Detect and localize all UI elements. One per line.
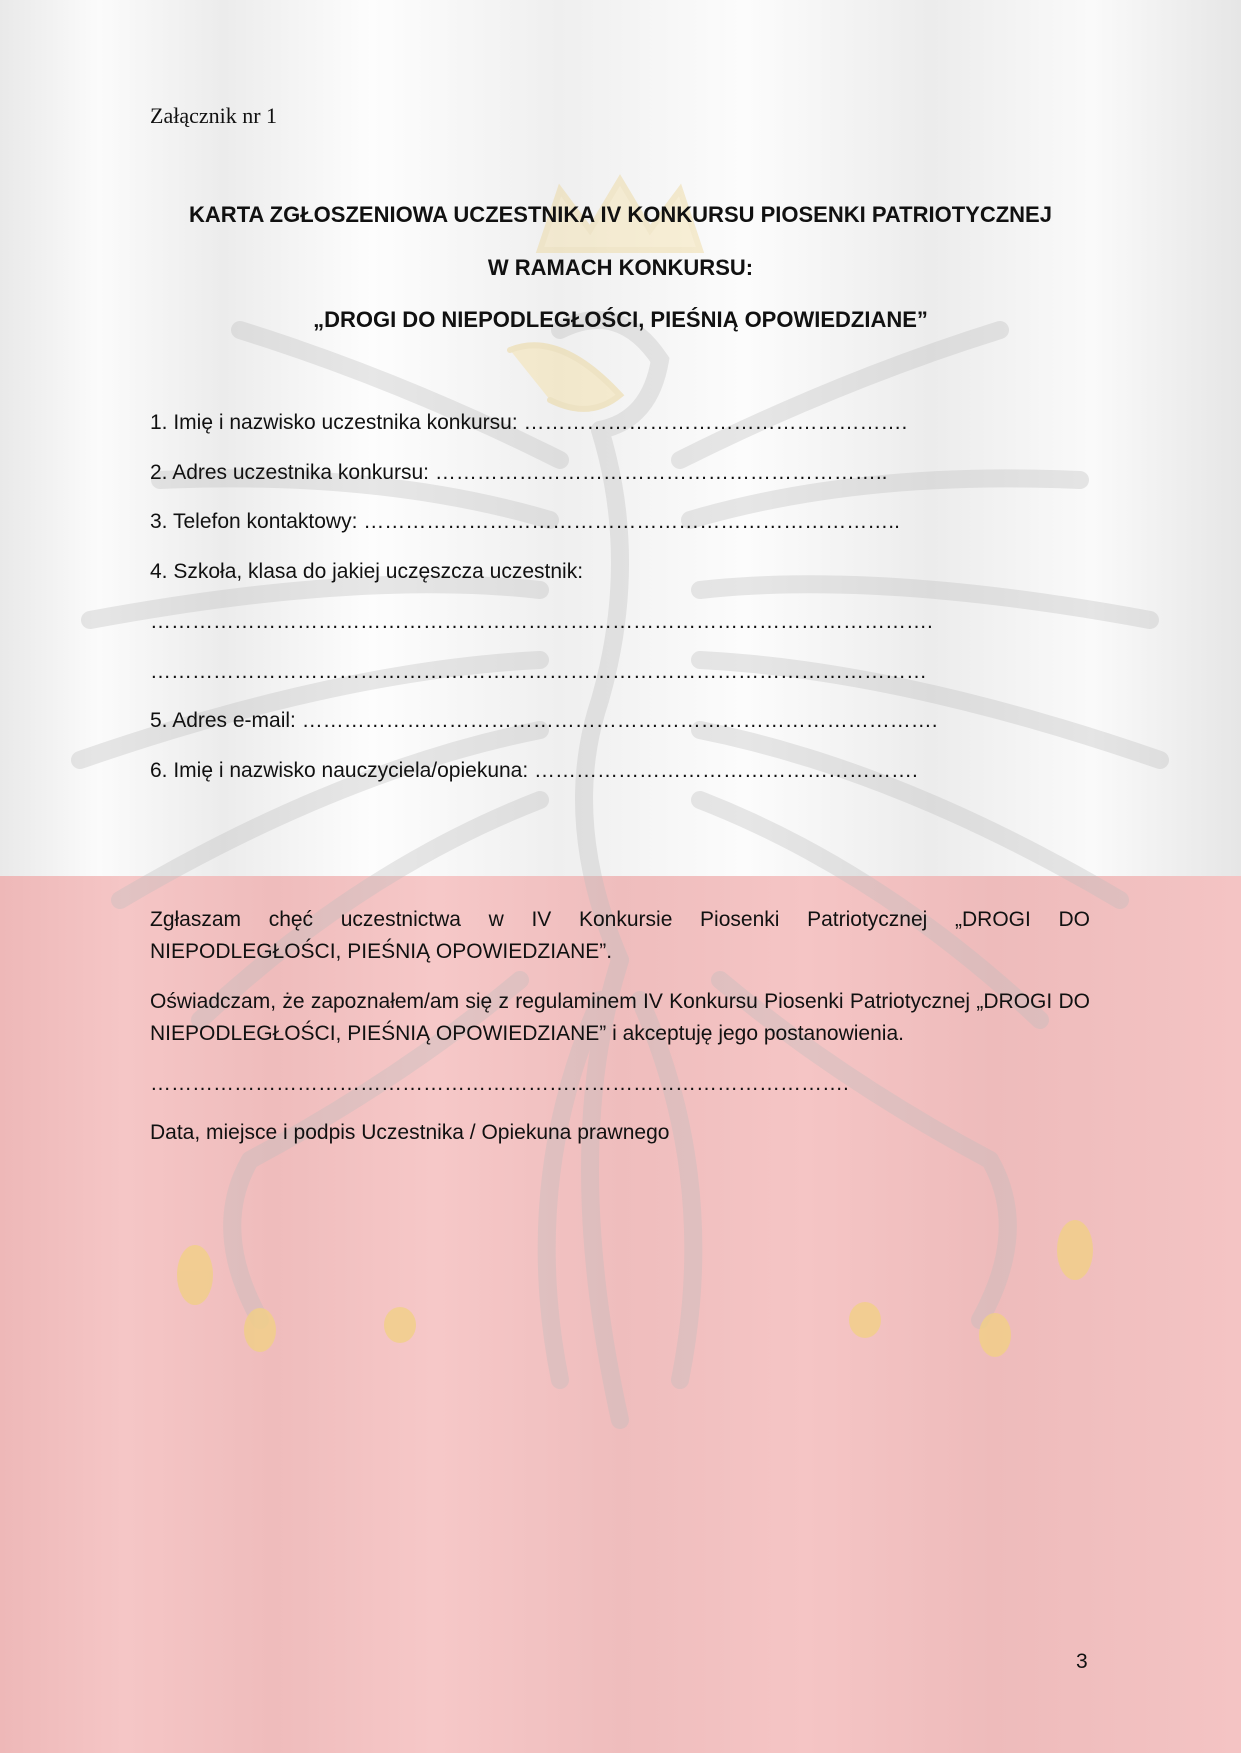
signature-label: Data, miejsce i podpis Uczestnika / Opiekuna prawnego <box>150 1121 670 1144</box>
annex-label: Załącznik nr 1 <box>150 103 278 128</box>
field-email[interactable]: 5. Adres e-mail: ………………………………………………………………………………. <box>150 709 938 732</box>
declaration-participation: Zgłaszam chęć uczestnictwa w IV Konkursie Piosenki Patriotycznej „DROGI DO NIEPODLEGŁOŚCI, PIEŚNIĄ OPOWIEDZIANE”. <box>150 908 1090 963</box>
field-participant-address[interactable]: 2. Adres uczestnika konkursu: ……………………………………………………….. <box>150 461 888 484</box>
form-title-line-2: W RAMACH KONKURSU: <box>487 255 754 280</box>
field-school-class-label: 4. Szkoła, klasa do jakiej uczęszcza uczestnik: <box>150 560 584 583</box>
form-title-line-3: „DROGI DO NIEPODLEGŁOŚCI, PIEŚNIĄ OPOWIEDZIANE” <box>313 307 928 332</box>
field-school-class-line-1[interactable]: …………………………………………………………………………………………………. <box>150 610 933 633</box>
declaration-regulations: Oświadczam, że zapoznałem/am się z regulaminem IV Konkursu Piosenki Patriotycznej „DROGI DO NIEPODLEGŁOŚCI, PIEŚNIĄ OPOWIEDZIANE” i akceptuję jego postanowienia. <box>150 990 1090 1045</box>
page-number: 3 <box>1076 1650 1088 1673</box>
form-title-line-1: KARTA ZGŁOSZENIOWA UCZESTNIKA IV KONKURSU PIOSENKI PATRIOTYCZNEJ <box>189 202 1052 227</box>
field-phone[interactable]: 3. Telefon kontaktowy: ………………………………………………………………….. <box>150 510 900 533</box>
signature-line[interactable]: ………………………………………………………………………………………. <box>150 1072 849 1095</box>
field-participant-name[interactable]: 1. Imię i nazwisko uczestnika konkursu: ………………………………………………. <box>150 411 908 434</box>
field-teacher-name[interactable]: 6. Imię i nazwisko nauczyciela/opiekuna: ………………………………………………. <box>150 759 918 782</box>
field-school-class-line-2[interactable]: ………………………………………………………………………………………………… <box>150 660 927 683</box>
